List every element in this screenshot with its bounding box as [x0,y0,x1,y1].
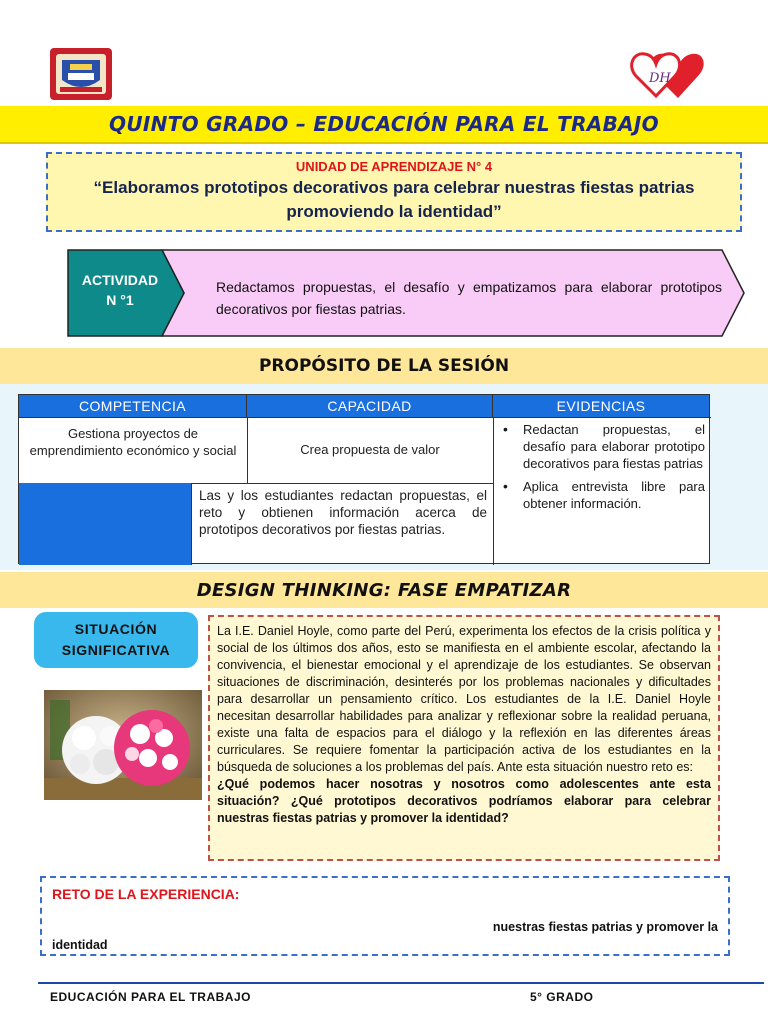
situacion-line2: SIGNIFICATIVA [61,642,171,658]
unit-box [46,152,742,232]
header-capacidad: CAPACIDAD [247,395,493,417]
logo-initials: DH [649,71,671,86]
footer-course: EDUCACIÓN PARA EL TRABAJO [50,990,251,1004]
header-competencia: COMPETENCIA [19,395,247,417]
footer-divider [38,982,764,984]
table-divider [191,483,192,565]
reto-box [40,876,730,956]
situacion-line1: SITUACIÓN [74,621,158,637]
school-crest-logo [48,46,114,102]
purpose-band [0,348,768,384]
activity-label [70,270,170,310]
blue-decor-block [19,483,191,565]
footer-grade: 5° GRADO [530,990,594,1004]
situacion-question: ¿Qué podemos hacer nosotras y nosotros como adolescentes ante esta situación? ¿Qué prototipos decorativos podríamos elaborar para celebrar nuestras fiestas patrias y promover la identidad? [217,777,711,825]
reto-text-line1: nuestras fiestas patrias y promover la [492,920,718,934]
competencia-cell: Gestiona proyectos de emprendimiento económico y social [29,426,237,458]
page-title-band [0,106,768,144]
table-divider [493,417,494,565]
activity-description: Redactamos propuestas, el desafío y empatizamos para elaborar prototipos decorativos por fiestas patrias. [216,279,722,317]
table-divider [247,417,248,483]
header-evidencias: EVIDENCIAS [493,395,709,417]
unit-label: UNIDAD DE APRENDIZAJE N° 4 [295,159,493,174]
activity-label-line1: ACTIVIDAD [81,272,159,288]
proposito-cell: Las y los estudiantes redactan propuestas, el reto y obtienen información acerca de prototipos decorativos por fiestas patrias. [199,488,487,537]
paper-flowers-photo [44,690,202,800]
table-divider [19,417,711,418]
situacion-text-box [208,615,720,861]
evidencia-item: • Redactan propuestas, el desafío para elaborar prototipo decorativos para fiestas patrias [497,421,705,472]
situacion-significativa-badge [34,612,198,668]
reto-text-line2: identidad [52,938,108,952]
evidencia-item: • Aplica entrevista libre para obtener información. [497,478,705,512]
dh-heart-logo [626,44,706,102]
capacidad-cell: Crea propuesta de valor [300,442,440,457]
page-title: QUINTO GRADO – EDUCACIÓN PARA EL TRABAJO [109,112,659,136]
design-thinking-band [0,572,768,608]
pink-flower [114,710,190,786]
unit-title: “Elaboramos prototipos decorativos para celebrar nuestras fiestas patrias promoviendo la identidad” [93,178,695,221]
competency-table [18,394,710,564]
situacion-paragraph: La I.E. Daniel Hoyle, como parte del Perú, experimenta los efectos de la crisis política y social de los últimos dos años, esto se manifiesta en el ambiente escolar, afectando la convivencia, el bienestar emocional y el aprendizaje de los estudiantes. Se observan situaciones de discriminación, desinterés por los problemas nacionales y dificultades para desarrollar un pensamiento crítico. Los estudiantes de la I.E. Daniel Hoyle necesitan desarrollar habilidades para analizar y reflexionar sobre la realidad peruana, existe una falta de espacios para el diálogo y la reflexión en las diferentes áreas curriculares. Se requiere fomentar la participación activa de los estudiantes en la búsqueda de soluciones a los problemas del país. Ante esta situación nuestro reto es: [217,624,711,774]
purpose-title: PROPÓSITO DE LA SESIÓN [258,356,510,376]
evidencias-list [497,421,705,518]
reto-label: RETO DE LA EXPERIENCIA: [52,886,240,902]
design-thinking-title: DESIGN THINKING: FASE EMPATIZAR [196,579,572,601]
activity-label-line2: N °1 [106,292,134,308]
